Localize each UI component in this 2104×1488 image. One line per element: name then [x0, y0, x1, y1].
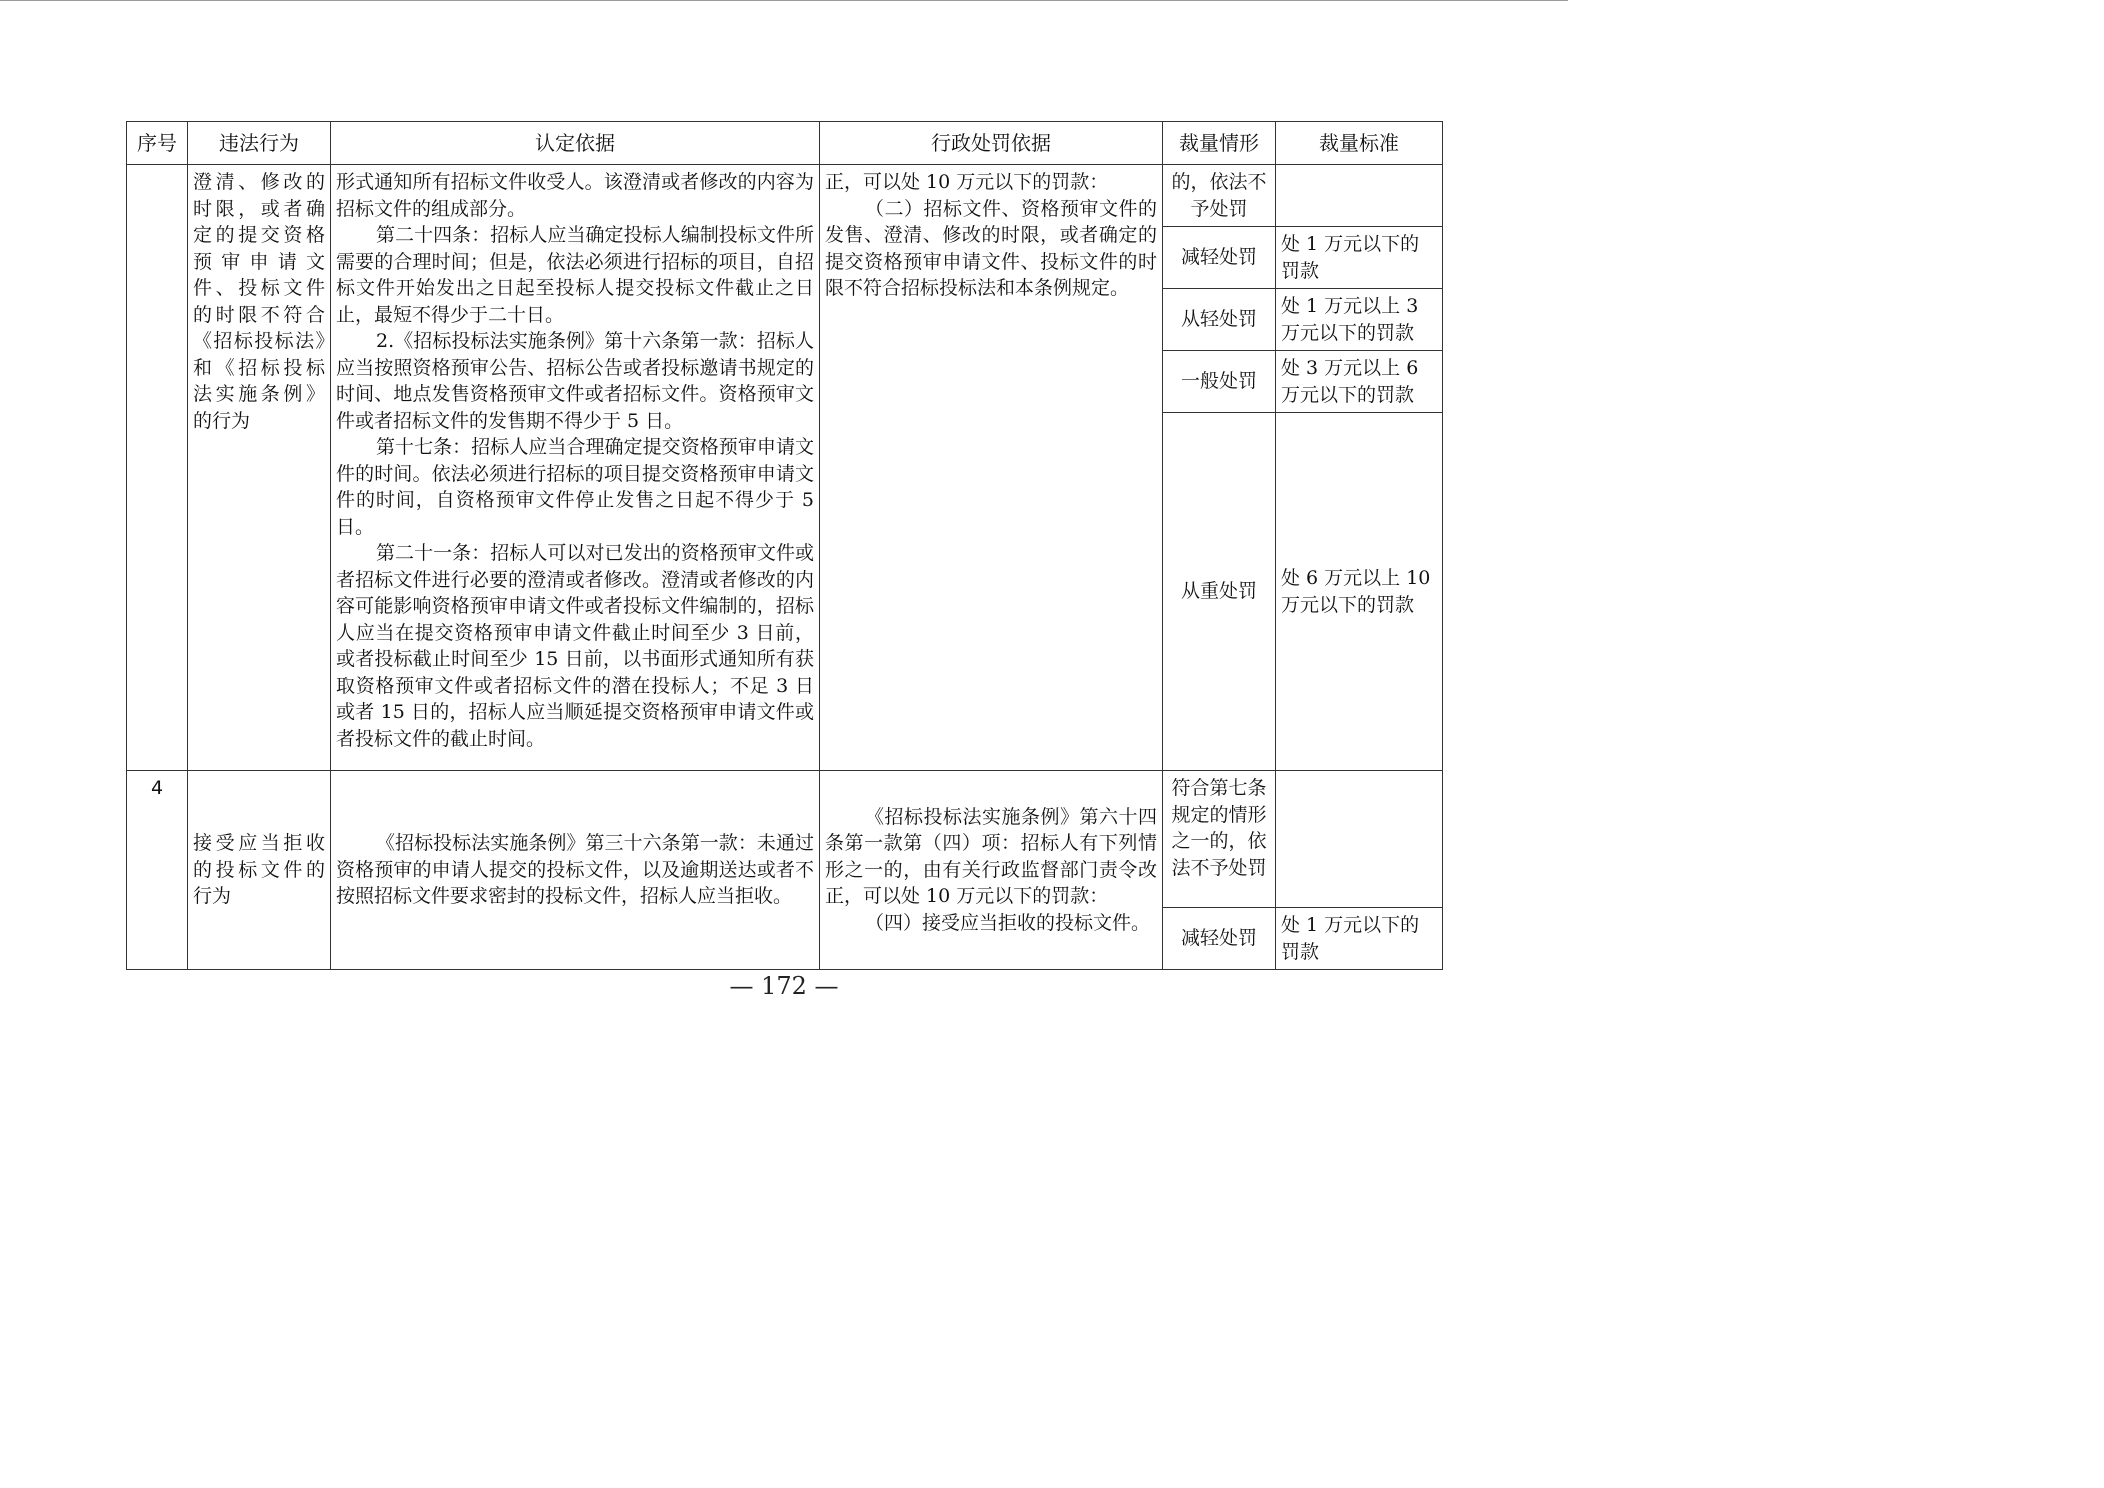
penalty-paragraph: （二）招标文件、资格预审文件的发售、澄清、修改的时限，或者确定的提交资格预审申请文件、投标文件的时限不符合招标投标法和本条例规定。 [825, 197, 1157, 299]
violation-cell: 接受应当拒收的投标文件的行为 [188, 771, 331, 970]
top-border-line [0, 0, 1568, 1]
basis-paragraph: 第二十一条：招标人可以对已发出的资格预审文件或者招标文件进行必要的澄清或者修改。澄清或者修改的内容可能影响资格预审申请文件或者投标文件编制的，招标人应当在提交资格预审申请文件截止时间至少 3 日前，或者投标截止时间至少 15 日前，以书面形式通知所有获取资格预审文件或者招标文件的潜在投标人；不足 3 日或者 15 日的，招标人应当顺延提交资格预审申请文件或者投标文件的截止时间。 [336, 542, 814, 750]
serial-number-cell: 4 [127, 771, 188, 970]
penalty-discretion-table [126, 121, 1443, 970]
basis-cell [331, 165, 820, 771]
penalty-paragraph: （四）接受应当拒收的投标文件。 [865, 911, 1151, 934]
situation-cell: 的，依法不予处罚 [1163, 165, 1276, 227]
serial-number-cell [127, 165, 188, 771]
violation-cell: 澄清、修改的时限，或者确定的提交资格预审申请文件、投标文件的时限不符合《招标投标法》和《招标投标法实施条例》的行为 [188, 165, 331, 771]
penalty-paragraph: 《招标投标法实施条例》第六十四条第一款第（四）项：招标人有下列情形之一的，由有关行政监督部门责令改正，可以处 10 万元以下的罚款： [825, 805, 1157, 908]
basis-paragraph: 第十七条：招标人应当合理确定提交资格预审申请文件的时间。依法必须进行招标的项目提交资格预审申请文件的时间，自资格预审文件停止发售之日起不得少于 5 日。 [336, 436, 814, 538]
standard-cell: 处 3 万元以上 6 万元以下的罚款 [1276, 351, 1443, 413]
basis-paragraph: 2.《招标投标法实施条例》第十六条第一款：招标人应当按照资格预审公告、招标公告或者投标邀请书规定的时间、地点发售资格预审文件或者招标文件。资格预审文件或者招标文件的发售期不得少于 5 日。 [336, 330, 814, 432]
standard-cell [1276, 771, 1443, 908]
standard-cell [1276, 165, 1443, 227]
standard-cell: 处 1 万元以下的罚款 [1276, 227, 1443, 289]
standard-cell: 处 6 万元以上 10 万元以下的罚款 [1276, 413, 1443, 771]
header-violation: 违法行为 [188, 122, 331, 165]
basis-paragraph: 《招标投标法实施条例》第三十六条第一款：未通过资格预审的申请人提交的投标文件，以及逾期送达或者不按照招标文件要求密封的投标文件，招标人应当拒收。 [336, 832, 814, 908]
basis-paragraph: 第二十四条：招标人应当确定投标人编制投标文件所需要的合理时间；但是，依法必须进行招标的项目，自招标文件开始发出之日起至投标人提交投标文件截止之日止，最短不得少于二十日。 [336, 224, 814, 326]
header-basis: 认定依据 [331, 122, 820, 165]
penalty-basis-cell [820, 771, 1163, 970]
header-serial-number: 序号 [127, 122, 188, 165]
situation-cell: 一般处罚 [1163, 351, 1276, 413]
table-header-row [127, 122, 1443, 165]
header-discretion-standard: 裁量标准 [1276, 122, 1443, 165]
standard-cell: 处 1 万元以下的罚款 [1276, 908, 1443, 970]
header-discretion-situation: 裁量情形 [1163, 122, 1276, 165]
table-row [127, 165, 1443, 227]
basis-cell [331, 771, 820, 970]
table-row [127, 771, 1443, 908]
header-penalty-basis: 行政处罚依据 [820, 122, 1163, 165]
page-number: — 172 — [729, 972, 839, 1000]
penalty-paragraph: 正，可以处 10 万元以下的罚款： [825, 171, 1109, 193]
situation-cell: 减轻处罚 [1163, 227, 1276, 289]
situation-cell: 符合第七条规定的情形之一的，依法不予处罚 [1163, 771, 1276, 908]
penalty-basis-cell [820, 165, 1163, 771]
situation-cell: 减轻处罚 [1163, 908, 1276, 970]
situation-cell: 从重处罚 [1163, 413, 1276, 771]
standard-cell: 处 1 万元以上 3 万元以下的罚款 [1276, 289, 1443, 351]
situation-cell: 从轻处罚 [1163, 289, 1276, 351]
basis-paragraph: 形式通知所有招标文件收受人。该澄清或者修改的内容为招标文件的组成部分。 [336, 171, 814, 220]
